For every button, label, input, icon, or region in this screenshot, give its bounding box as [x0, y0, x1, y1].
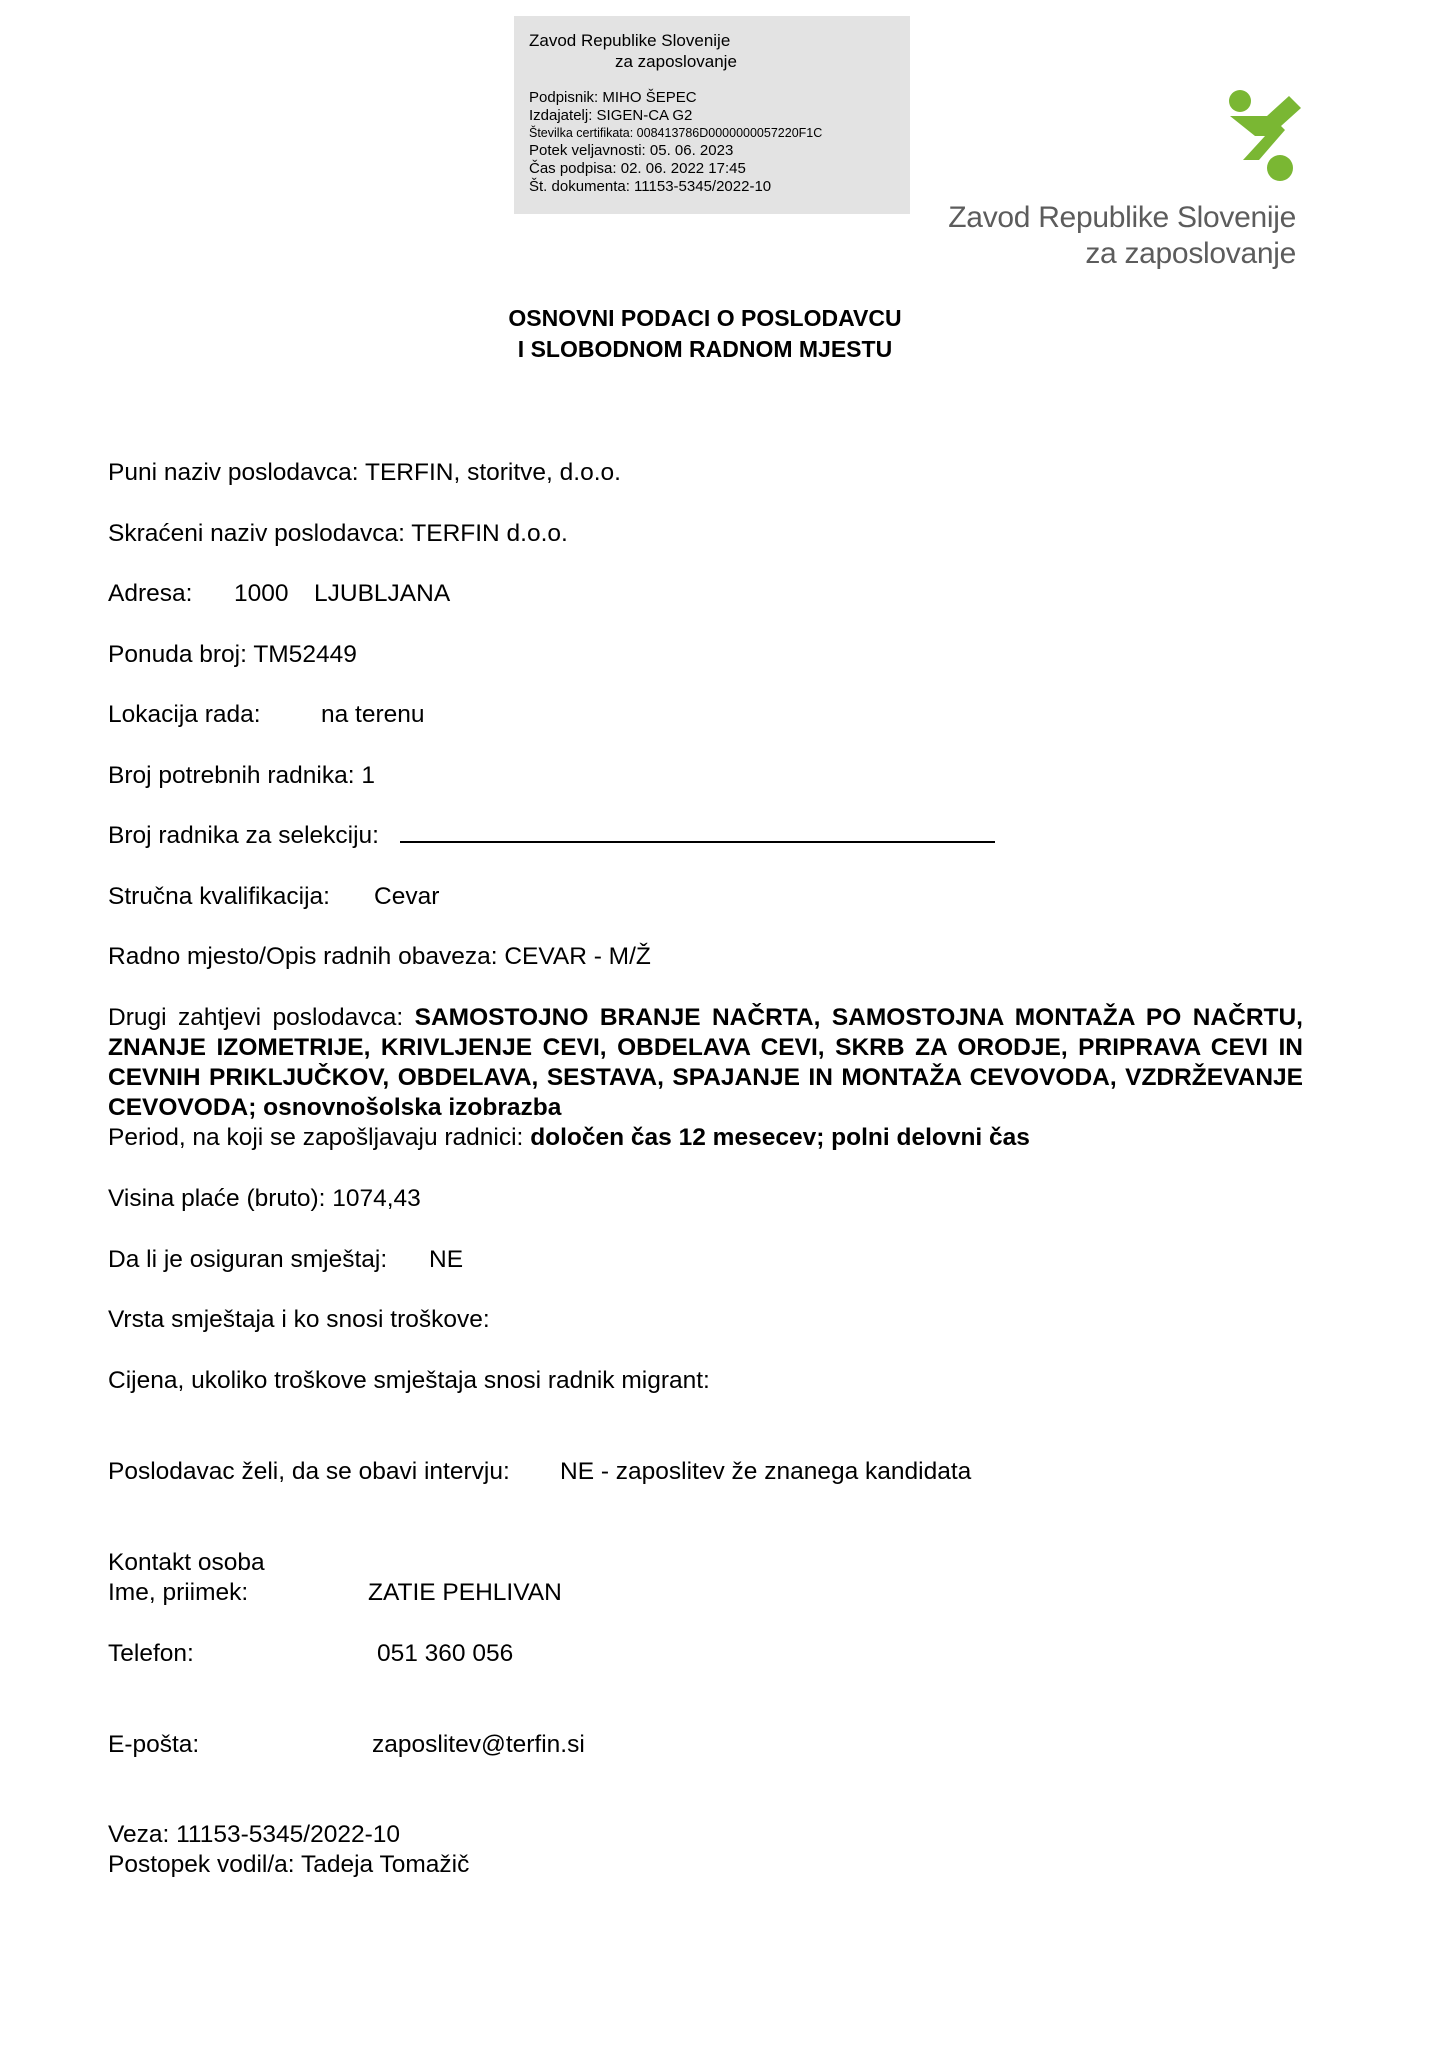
logo-line2: za zaposlovanje	[1085, 237, 1296, 270]
workers-needed-label: Broj potrebnih radnika:	[108, 762, 355, 789]
footer-reference: Veza: 11153-5345/2022-10	[108, 1821, 400, 1848]
signature-document-no: Št. dokumenta: 11153-5345/2022-10	[529, 178, 772, 195]
field-requirements	[108, 1003, 1303, 1123]
contact-email	[108, 1730, 585, 1760]
signature-certificate: Številka certifikata: 008413786D0000000057220F1C	[529, 126, 823, 140]
contact-phone-label: Telefon:	[108, 1640, 194, 1667]
salary-label: Visina plaće (bruto):	[108, 1185, 326, 1212]
requirements-value: SAMOSTOJNO BRANJE NAČRTA, SAMOSTOJNA MONTAŽA PO NAČRTU, ZNANJE IZOMETRIJE, KRIVLJENJE CEVI, OBDELAVA CEVI, SKRB ZA ORODJE, PRIPRAVA CEVI IN CEVNIH PRIKLJUČKOV, OBDELAVA, SESTAVA, SPAJANJE IN MONTAŽA CEVOVODA, VZDRŽEVANJE CEVOVODA; osnovnošolska izobrazba	[108, 1004, 1303, 1121]
logo-line1: Zavod Republike Slovenije	[948, 201, 1296, 234]
signature-stamp	[514, 16, 910, 214]
field-qualification	[108, 882, 440, 912]
qualification-label: Stručna kvalifikacija:	[108, 883, 330, 910]
field-offer-number	[108, 640, 357, 670]
accommodation-label: Da li je osiguran smještaj:	[108, 1246, 388, 1273]
address-label: Adresa:	[108, 580, 193, 607]
accommodation-type-label: Vrsta smještaja i ko snosi troškove:	[108, 1306, 490, 1333]
signature-org-line1: Zavod Republike Slovenije	[529, 31, 731, 50]
qualification-value: Cevar	[374, 883, 440, 910]
field-position	[108, 942, 651, 972]
position-value: CEVAR - M/Ž	[504, 943, 651, 970]
location-label: Lokacija rada:	[108, 701, 261, 728]
salary-value: 1074,43	[332, 1185, 421, 1212]
field-full-name	[108, 458, 621, 488]
requirements-label: Drugi zahtjevi poslodavca:	[108, 1004, 404, 1031]
short-name-label: Skraćeni naziv poslodavca:	[108, 520, 405, 547]
full-name-label: Puni naziv poslodavca:	[108, 459, 359, 486]
field-accommodation-price	[108, 1366, 710, 1396]
short-name-value: TERFIN d.o.o.	[411, 520, 568, 547]
signature-org-line2: za zaposlovanje	[615, 52, 737, 71]
field-location	[108, 700, 425, 730]
contact-phone-value: 051 360 056	[377, 1640, 514, 1667]
field-accommodation	[108, 1245, 464, 1275]
signature-signer: Podpisnik: MIHO ŠEPEC	[529, 89, 697, 106]
document-title	[0, 303, 1410, 365]
field-period	[108, 1123, 1030, 1153]
contact-name-value: ZATIE PEHLIVAN	[368, 1579, 562, 1606]
signature-issuer: Izdajatelj: SIGEN-CA G2	[529, 107, 693, 124]
field-selection-count	[108, 821, 995, 851]
contact-name-label: Ime, priimek:	[108, 1579, 249, 1606]
full-name-value: TERFIN, storitve, d.o.o.	[364, 459, 621, 486]
contact-name	[108, 1578, 562, 1608]
zrsz-logo-icon	[1225, 90, 1303, 182]
contact-phone	[108, 1639, 514, 1669]
field-workers-needed	[108, 761, 375, 791]
offer-value: TM52449	[253, 641, 357, 668]
selection-label: Broj radnika za selekciju:	[108, 822, 379, 849]
title-line2: I SLOBODNOM RADNOM MJESTU	[517, 336, 893, 362]
position-label: Radno mjesto/Opis radnih obaveza:	[108, 943, 498, 970]
signature-signed-at: Čas podpisa: 02. 06. 2022 17:45	[529, 160, 746, 177]
address-postcode: 1000	[234, 580, 289, 607]
period-label: Period, na koji se zapošljavaju radnici:	[108, 1124, 524, 1151]
workers-needed-value: 1	[361, 762, 375, 789]
interview-label: Poslodavac želi, da se obavi intervju:	[108, 1458, 510, 1485]
field-short-name	[108, 519, 568, 549]
contact-email-value[interactable]: zaposlitev@terfin.si	[372, 1731, 585, 1758]
offer-label: Ponuda broj:	[108, 641, 247, 668]
field-accommodation-type	[108, 1305, 490, 1335]
accommodation-value: NE	[429, 1246, 464, 1273]
field-address	[108, 579, 451, 609]
field-salary	[108, 1184, 421, 1214]
contact-email-label: E-pošta:	[108, 1731, 200, 1758]
field-interview	[108, 1457, 972, 1487]
title-line1: OSNOVNI PODACI O POSLODAVCU	[508, 305, 902, 331]
period-value: določen čas 12 mesecev; polni delovni čas	[530, 1124, 1030, 1151]
selection-blank-line	[400, 840, 995, 843]
address-city: LJUBLJANA	[314, 580, 451, 607]
signature-expiry: Potek veljavnosti: 05. 06. 2023	[529, 142, 734, 159]
contact-heading: Kontakt osoba	[108, 1549, 265, 1576]
location-value: na terenu	[321, 701, 425, 728]
logo-wordmark	[900, 200, 1296, 272]
interview-value: NE - zaposlitev že znanega kandidata	[560, 1458, 972, 1485]
footer-handled-by: Postopek vodil/a: Tadeja Tomažič	[108, 1851, 470, 1878]
accommodation-price-label: Cijena, ukoliko troškove smještaja snosi radnik migrant:	[108, 1367, 710, 1394]
